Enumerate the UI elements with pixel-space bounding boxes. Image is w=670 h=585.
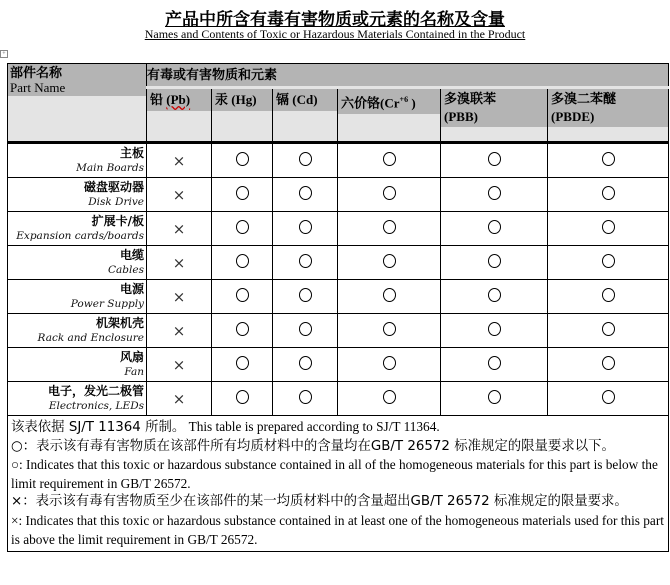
table-move-handle-icon[interactable]: + [0,50,8,58]
circle-icon [299,390,312,404]
part-name-cell [8,314,147,348]
substance-en: (Cd) [292,92,318,107]
circle-icon [236,322,249,336]
note-o-en: ○: Indicates that this toxic or hazardous substance contained in all of the homogeneous materials for this part is below the limit requirement in GB/T 26572. [11,457,658,491]
note-o-zh: ○：表示该有毒有害物质在该部件所有均质材料中的含量均在GB/T 26572 标准规定的限量要求以下。 [11,438,615,454]
compliant-mark-cell [548,314,669,348]
compliant-mark-cell [273,280,338,314]
compliant-mark-cell [273,382,338,416]
circle-icon [602,356,615,370]
part-name-en: Main Boards [76,162,144,174]
circle-icon [236,356,249,370]
part-name-zh: 电源 [119,282,144,296]
circle-icon [299,220,312,234]
table-row [8,212,669,246]
compliant-mark-cell [338,246,441,280]
part-name-zh: 机架机壳 [95,316,144,330]
compliant-mark-cell [273,143,338,178]
cross-icon: × [172,219,186,238]
substance-zh: 汞 [215,93,229,108]
substance-zh: 六价铬 [341,96,381,112]
compliant-mark-cell [212,143,273,178]
notes-cell [8,416,669,552]
compliant-mark-cell [441,246,548,280]
compliant-mark-cell [212,212,273,246]
part-name-cell [8,246,147,280]
compliant-mark-cell [273,212,338,246]
circle-icon [236,220,249,234]
circle-icon [383,220,396,234]
compliant-mark-cell [273,178,338,212]
part-name-header-en: Part Name [10,80,66,95]
part-name-en: Electronics, LEDs [48,400,144,412]
circle-icon [602,288,615,302]
substances-group-header: 有毒或有害物质和元素 [147,64,669,88]
part-name-header [8,64,147,143]
circle-icon [299,254,312,268]
part-name-en: Rack and Enclosure [37,332,144,344]
part-name-en: Cables [108,264,144,276]
circle-icon [299,288,312,302]
circle-icon [383,186,396,200]
compliant-mark-cell [273,348,338,382]
circle-icon [299,152,312,166]
compliant-mark-cell [548,143,669,178]
substance-header-cd [273,88,338,143]
part-name-zh: 电缆 [119,248,144,262]
substance-en: (PBB) [444,109,478,124]
circle-icon [236,390,249,404]
compliant-mark-cell [338,348,441,382]
substance-header-pbb [441,88,548,143]
cross-icon: × [172,151,186,170]
cross-icon: × [172,185,186,204]
substance-sup: +6 [399,95,409,104]
circle-icon [602,254,615,268]
note-x-zh: ×：表示该有毒有害物质至少在该部件的某一均质材料中的含量超出GB/T 26572 标准规定的限量要求。 [11,494,628,510]
circle-icon [488,152,501,166]
table-row [8,280,669,314]
substance-zh: 多溴联苯 [444,92,497,107]
part-name-cell [8,280,147,314]
exceeds-mark-cell [147,314,212,348]
compliant-mark-cell [548,246,669,280]
compliant-mark-cell [441,348,548,382]
substance-header-pb [147,88,212,143]
note-basis [11,418,665,438]
note-basis-en: This table is prepared according to SJ/T 11364. [185,419,440,434]
exceeds-mark-cell [147,212,212,246]
part-name-cell [8,382,147,416]
compliant-mark-cell [548,178,669,212]
substance-header-hg [212,88,273,143]
part-name-zh: 主板 [119,146,144,160]
part-name-zh: 风扇 [119,350,144,364]
circle-icon [488,220,501,234]
compliant-mark-cell [441,280,548,314]
compliant-mark-cell [548,348,669,382]
cross-icon: × [172,321,186,340]
circle-icon [602,220,615,234]
part-name-cell [8,178,147,212]
exceeds-mark-cell [147,143,212,178]
compliant-mark-cell [441,143,548,178]
circle-icon [488,288,501,302]
circle-icon [236,288,249,302]
circle-icon [299,356,312,370]
compliant-mark-cell [548,280,669,314]
compliant-mark-cell [212,178,273,212]
compliant-mark-cell [441,382,548,416]
exceeds-mark-cell [147,178,212,212]
circle-icon [488,356,501,370]
cross-icon: × [172,287,186,306]
compliant-mark-cell [212,246,273,280]
note-basis-zh: 该表依据 SJ/T 11364 所制。 [11,420,186,435]
compliant-mark-cell [212,314,273,348]
table-row [8,143,669,178]
table-row [8,178,669,212]
cross-icon: × [172,389,186,408]
table-row [8,246,669,280]
substance-header-pbde [548,88,669,143]
part-name-cell [8,348,147,382]
circle-icon [299,186,312,200]
exceeds-mark-cell [147,382,212,416]
compliant-mark-cell [338,314,441,348]
circle-icon [602,152,615,166]
table-body [8,143,669,416]
compliant-mark-cell [273,246,338,280]
circle-icon [488,186,501,200]
circle-icon [299,322,312,336]
notes-row [8,416,669,552]
circle-icon [236,254,249,268]
note-x-en: ×: Indicates that this toxic or hazardous substance contained in at least one of the homogeneous materials used for this part is above the limit requirement in GB/T 26572. [11,512,664,547]
part-name-zh: 磁盘驱动器 [83,180,144,194]
compliant-mark-cell [548,382,669,416]
circle-icon [383,390,396,404]
exceeds-mark-cell [147,246,212,280]
part-name-cell [8,212,147,246]
circle-icon [488,322,501,336]
table-row [8,382,669,416]
hazardous-substances-table [7,63,669,552]
circle-icon [383,254,396,268]
compliant-mark-cell [338,382,441,416]
part-name-zh: 扩展卡/板 [91,214,144,228]
part-name-en: Expansion cards/boards [16,230,144,242]
header-row-group [8,64,669,88]
compliant-mark-cell [273,314,338,348]
exceeds-mark-cell [147,280,212,314]
substance-en: (Hg) [231,92,257,107]
substance-en: (Pb) [166,92,191,107]
circle-icon [383,288,396,302]
document-subtitle: Names and Contents of Toxic or Hazardous Materials Contained in the Product [144,27,526,41]
compliant-mark-cell [338,178,441,212]
substance-header-cr6 [338,88,441,143]
part-name-cell [8,143,147,178]
cross-icon: × [172,253,186,272]
circle-icon [383,356,396,370]
circle-icon [236,152,249,166]
compliant-mark-cell [212,348,273,382]
circle-icon [236,186,249,200]
substance-zh: 多溴二苯醚 [551,92,617,107]
circle-icon [383,322,396,336]
document-title: 产品中所含有毒有害物质或元素的名称及含量 [165,10,505,29]
compliant-mark-cell [441,212,548,246]
cross-icon: × [172,355,186,374]
part-name-header-zh: 部件名称 [10,66,63,81]
substance-en: (Cr [380,95,400,111]
circle-icon [602,186,615,200]
compliant-mark-cell [338,143,441,178]
compliant-mark-cell [441,178,548,212]
compliant-mark-cell [212,382,273,416]
compliant-mark-cell [212,280,273,314]
part-name-en: Power Supply [70,298,144,310]
circle-icon [602,322,615,336]
part-name-en: Fan [124,366,144,378]
part-name-zh: 电子，发光二极管 [47,384,144,398]
circle-icon [488,254,501,268]
circle-icon [602,390,615,404]
substance-zh: 铅 [150,93,164,108]
circle-icon [383,152,396,166]
table-row [8,348,669,382]
compliant-mark-cell [338,280,441,314]
table-row [8,314,669,348]
substance-en: (PBDE) [551,109,595,124]
part-name-en: Disk Drive [88,196,144,208]
compliant-mark-cell [548,212,669,246]
substance-zh: 镉 [276,93,290,108]
compliant-mark-cell [441,314,548,348]
circle-icon [488,390,501,404]
substance-en-tail: ) [408,95,416,111]
exceeds-mark-cell [147,348,212,382]
compliant-mark-cell [338,212,441,246]
